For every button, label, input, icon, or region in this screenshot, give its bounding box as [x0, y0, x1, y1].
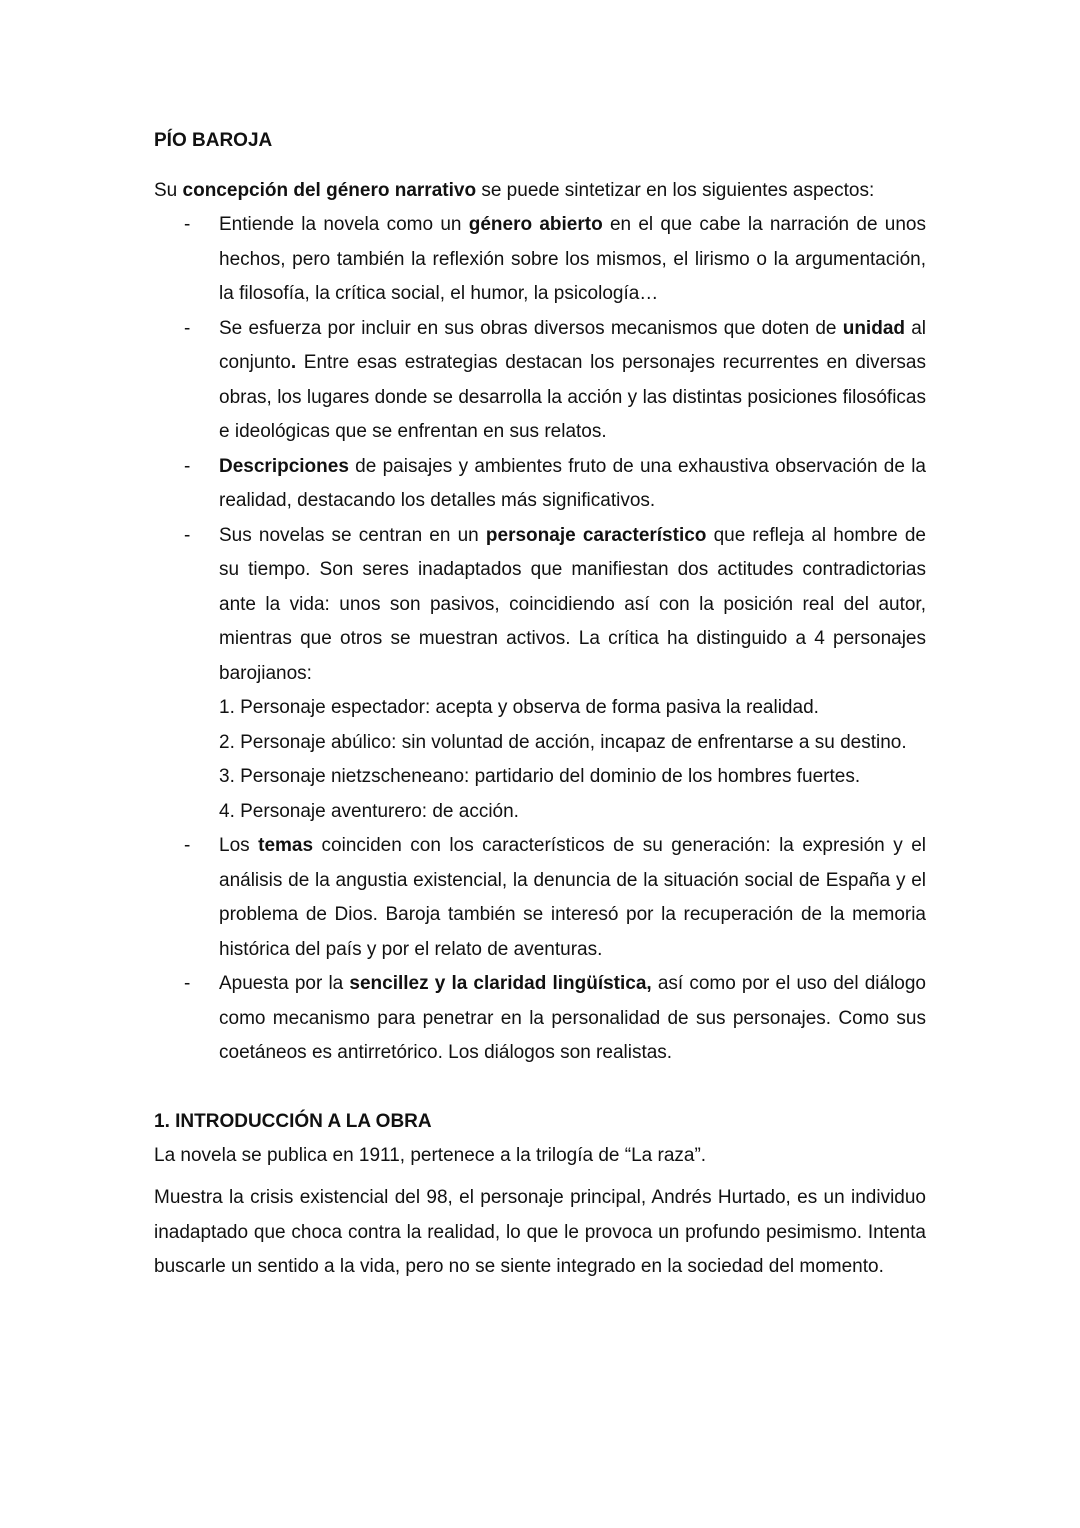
- item-text: en el que cabe la narración de unos hechos, pero también la reflexión sobre los mismos, el lirismo o la argumentación, la filosofía, la crítica social, el humor, la psicología…: [219, 214, 926, 304]
- item-bold-text: Descripciones: [219, 455, 349, 477]
- item-bold-text: personaje característico: [485, 524, 707, 546]
- dash-marker: -: [184, 214, 191, 235]
- item-text: Apuesta por la: [219, 973, 350, 994]
- dash-marker: -: [184, 455, 191, 477]
- aspects-list: [154, 208, 926, 1071]
- character-type-item: 2. Personaje abúlico: sin voluntad de acción, incapaz de enfrentarse a su destino.: [219, 731, 907, 753]
- dash-marker: -: [184, 524, 191, 546]
- list-item: [154, 519, 926, 830]
- list-item: [154, 967, 926, 1071]
- item-text: coinciden con los característicos de su generación: la expresión y el análisis de la angustia existencial, la denuncia de la situación social de España y el problema de Dios. Baroja también se interesó por la recuperación de la memoria histórica del país y por el relato de aventuras.: [219, 835, 926, 960]
- item-text: Entiende la novela como un: [219, 214, 469, 235]
- character-type-item: 4. Personaje aventurero: de acción.: [219, 800, 519, 822]
- item-text: que refleja al hombre de su tiempo. Son seres inadaptados que manifiestan dos actitudes contradictorias ante la vida: unos son pasivos, coincidiendo así con la posición real del autor, mientras que otros se muestran activos. La crítica ha distinguido a 4 personajes barojianos:: [219, 524, 927, 684]
- item-bold-text: género abierto: [468, 214, 603, 235]
- intro-text-after: se puede sintetizar en los siguientes aspectos:: [476, 180, 875, 201]
- section-paragraph: La novela se publica en 1911, pertenece a la trilogía de “La raza”.: [154, 1144, 707, 1166]
- page-title: PÍO BAROJA: [154, 130, 273, 151]
- character-type-item: 3. Personaje nietzscheneano: partidario del dominio de los hombres fuertes.: [219, 766, 861, 787]
- item-bold-text: .: [290, 352, 297, 373]
- item-text: Entre esas estrategias destacan los personajes recurrentes en diversas obras, los lugares donde se desarrolla la acción y las distintas posiciones filosóficas e ideológicas que se enfrentan en sus relatos.: [219, 352, 926, 442]
- character-type-item: 1. Personaje espectador: acepta y observa de forma pasiva la realidad.: [219, 697, 819, 718]
- item-bold-text: temas: [258, 835, 314, 856]
- section-heading: 1. INTRODUCCIÓN A LA OBRA: [154, 1110, 432, 1132]
- dash-marker: -: [184, 973, 191, 994]
- dash-marker: -: [184, 835, 191, 856]
- section-paragraph: Muestra la crisis existencial del 98, el personaje principal, Andrés Hurtado, es un individuo inadaptado que choca contra la realidad, lo que le provoca un profundo pesimismo. Intenta buscarle un sentido a la vida, pero no se siente integrado en la sociedad del momento.: [154, 1187, 926, 1277]
- intro-text-before: Su: [154, 180, 183, 201]
- item-text: al conjunto: [219, 317, 926, 373]
- item-bold-text: unidad: [842, 317, 905, 339]
- list-item: [154, 312, 926, 450]
- item-bold-text: sencillez y la claridad lingüística,: [349, 973, 652, 994]
- document-page: [154, 124, 926, 1285]
- dash-marker: -: [184, 317, 191, 339]
- intro-text-bold: concepción del género narrativo: [182, 180, 477, 201]
- item-text: Sus novelas se centran en un: [219, 524, 486, 546]
- list-item: [154, 208, 926, 312]
- intro-paragraph: [154, 174, 926, 208]
- item-text: Los: [219, 835, 259, 856]
- item-text: de paisajes y ambientes fruto de una exhaustiva observación de la realidad, destacando los detalles más significativos.: [219, 455, 926, 511]
- item-text: Se esfuerza por incluir en sus obras diversos mecanismos que doten de: [219, 317, 843, 339]
- list-item: [154, 829, 926, 967]
- list-item: [154, 450, 926, 519]
- item-text: así como por el uso del diálogo como mecanismo para penetrar en la personalidad de sus personajes. Como sus coetáneos es antirretórico. Los diálogos son realistas.: [219, 973, 926, 1063]
- character-types-list: [219, 691, 926, 829]
